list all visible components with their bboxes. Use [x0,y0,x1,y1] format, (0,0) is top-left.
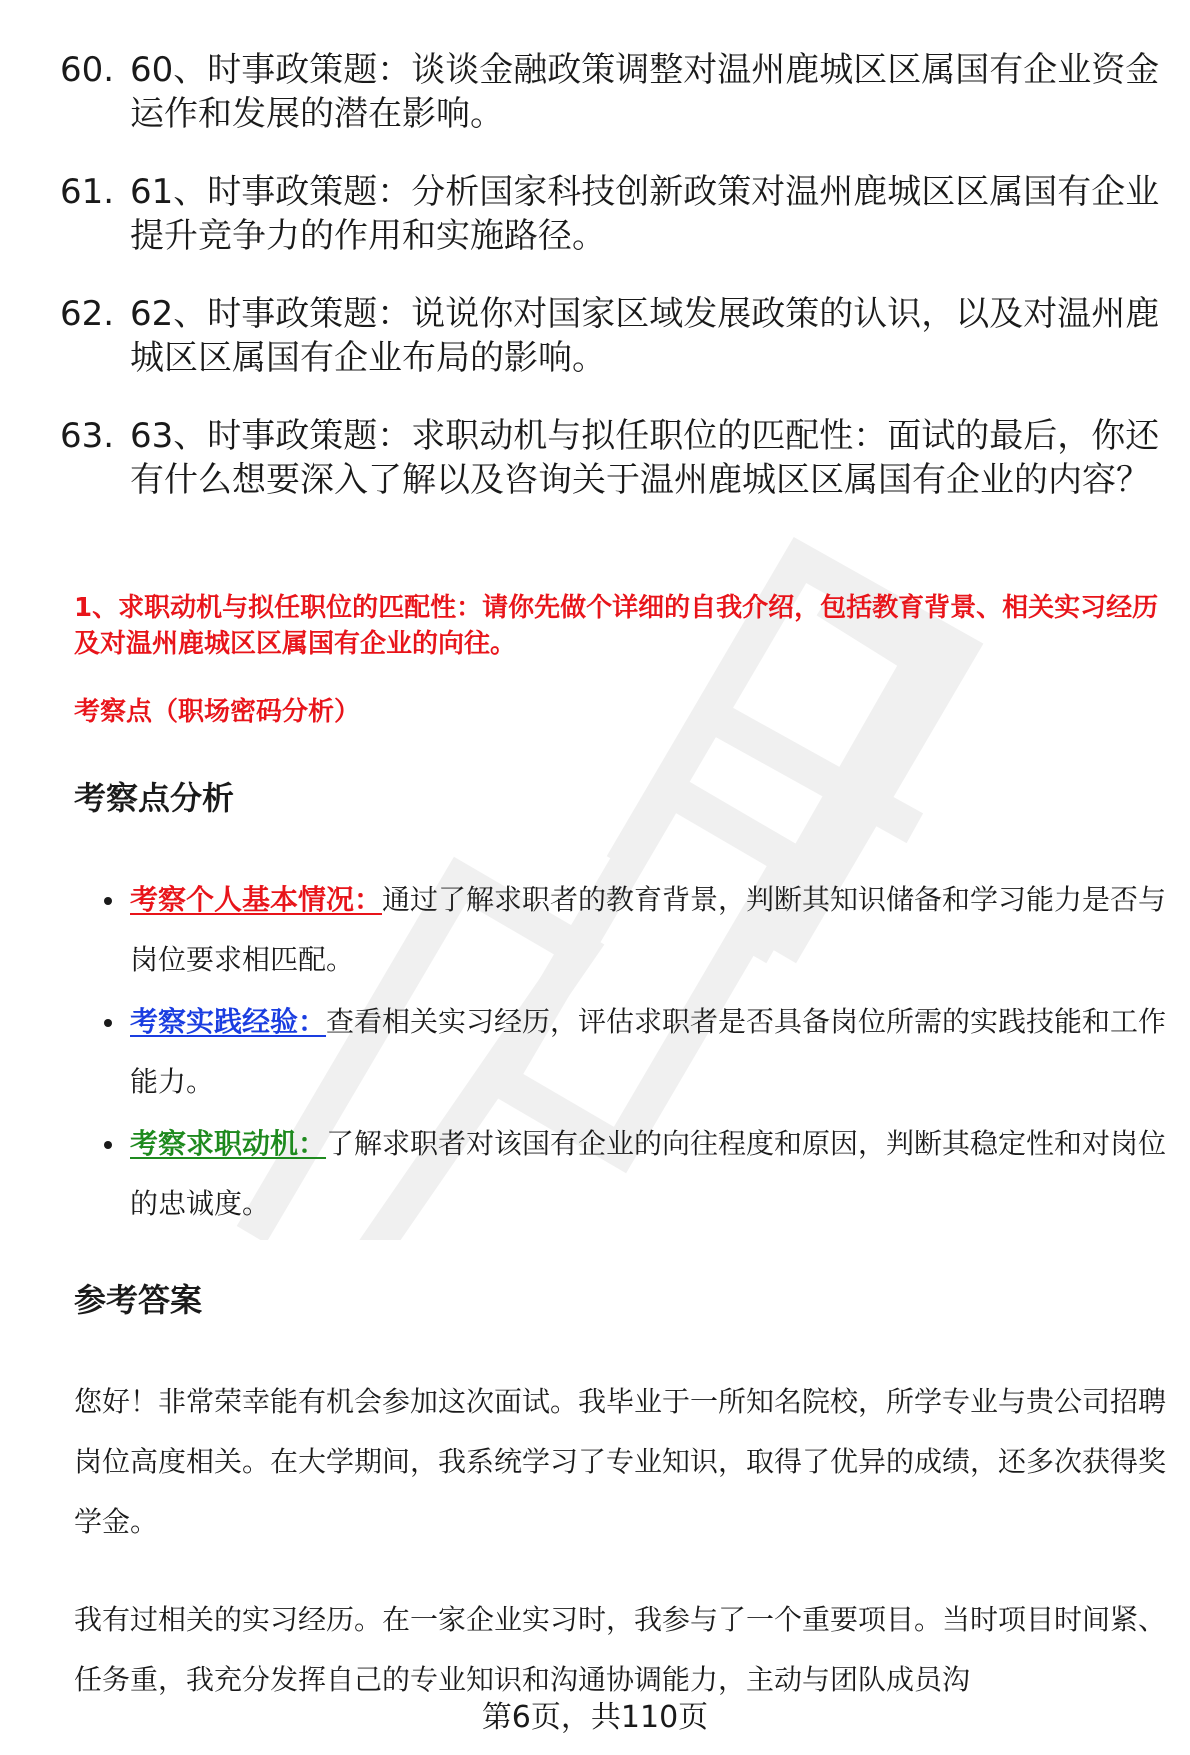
question-item [60,170,1170,258]
question-text: 62、时事政策题：说说你对国家区域发展政策的认识，以及对温州鹿城区区属国有企业布局的影响。 [130,294,1160,378]
question-text: 61、时事政策题：分析国家科技创新政策对温州鹿城区区属国有企业提升竞争力的作用和实施路径。 [130,172,1160,256]
question-text: 63、时事政策题：求职动机与拟任职位的匹配性：面试的最后，你还有什么想要深入了解以及咨询关于温州鹿城区区属国有企业的内容？ [130,416,1160,500]
question-text: 60、时事政策题：谈谈金融政策调整对温州鹿城区区属国有企业资金运作和发展的潜在影响。 [130,50,1160,134]
analysis-item [100,870,1170,990]
analysis-item [100,1114,1170,1234]
question-item [60,292,1170,380]
analysis-item-label: 考察实践经验： [130,1005,327,1038]
question-number: 61. [60,172,115,212]
question-item [60,414,1170,502]
interview-question: 1、求职动机与拟任职位的匹配性：请你先做个详细的自我介绍，包括教育背景、相关实习经历及对温州鹿城区区属国有企业的向往。 [74,593,1159,659]
question-number: 63. [60,416,115,456]
analysis-item-text: 通过了解求职者的教育背景，判断其知识储备和学习能力是否与岗位要求相匹配。 [130,883,1167,976]
analysis-item-label: 考察个人基本情况： [130,883,383,916]
answer-heading: 参考答案 [74,1281,203,1319]
analysis-item-text: 了解求职者对该国有企业的向往程度和原因，判断其稳定性和对岗位的忠诚度。 [130,1127,1167,1220]
answer-paragraph: 我有过相关的实习经历。在一家企业实习时，我参与了一个重要项目。当时项目时间紧、任务重，我充分发挥自己的专业知识和沟通协调能力，主动与团队成员沟 [74,1603,1167,1696]
analysis-item-label: 考察求职动机： [130,1127,327,1160]
page-number: 第6页，共110页 [481,1700,709,1735]
question-number: 60. [60,50,115,90]
question-list [60,48,1170,536]
analysis-list [100,870,1170,1236]
inspection-point-label: 考察点（职场密码分析） [74,697,361,727]
analysis-item [100,992,1170,1112]
answer-paragraph: 您好！非常荣幸能有机会参加这次面试。我毕业于一所知名院校，所学专业与贵公司招聘岗位高度相关。在大学期间，我系统学习了专业知识，取得了优异的成绩，还多次获得奖学金。 [74,1385,1167,1538]
question-item [60,48,1170,136]
analysis-heading: 考察点分析 [74,779,235,817]
analysis-item-text: 查看相关实习经历，评估求职者是否具备岗位所需的实践技能和工作能力。 [130,1005,1167,1098]
question-number: 62. [60,294,115,334]
